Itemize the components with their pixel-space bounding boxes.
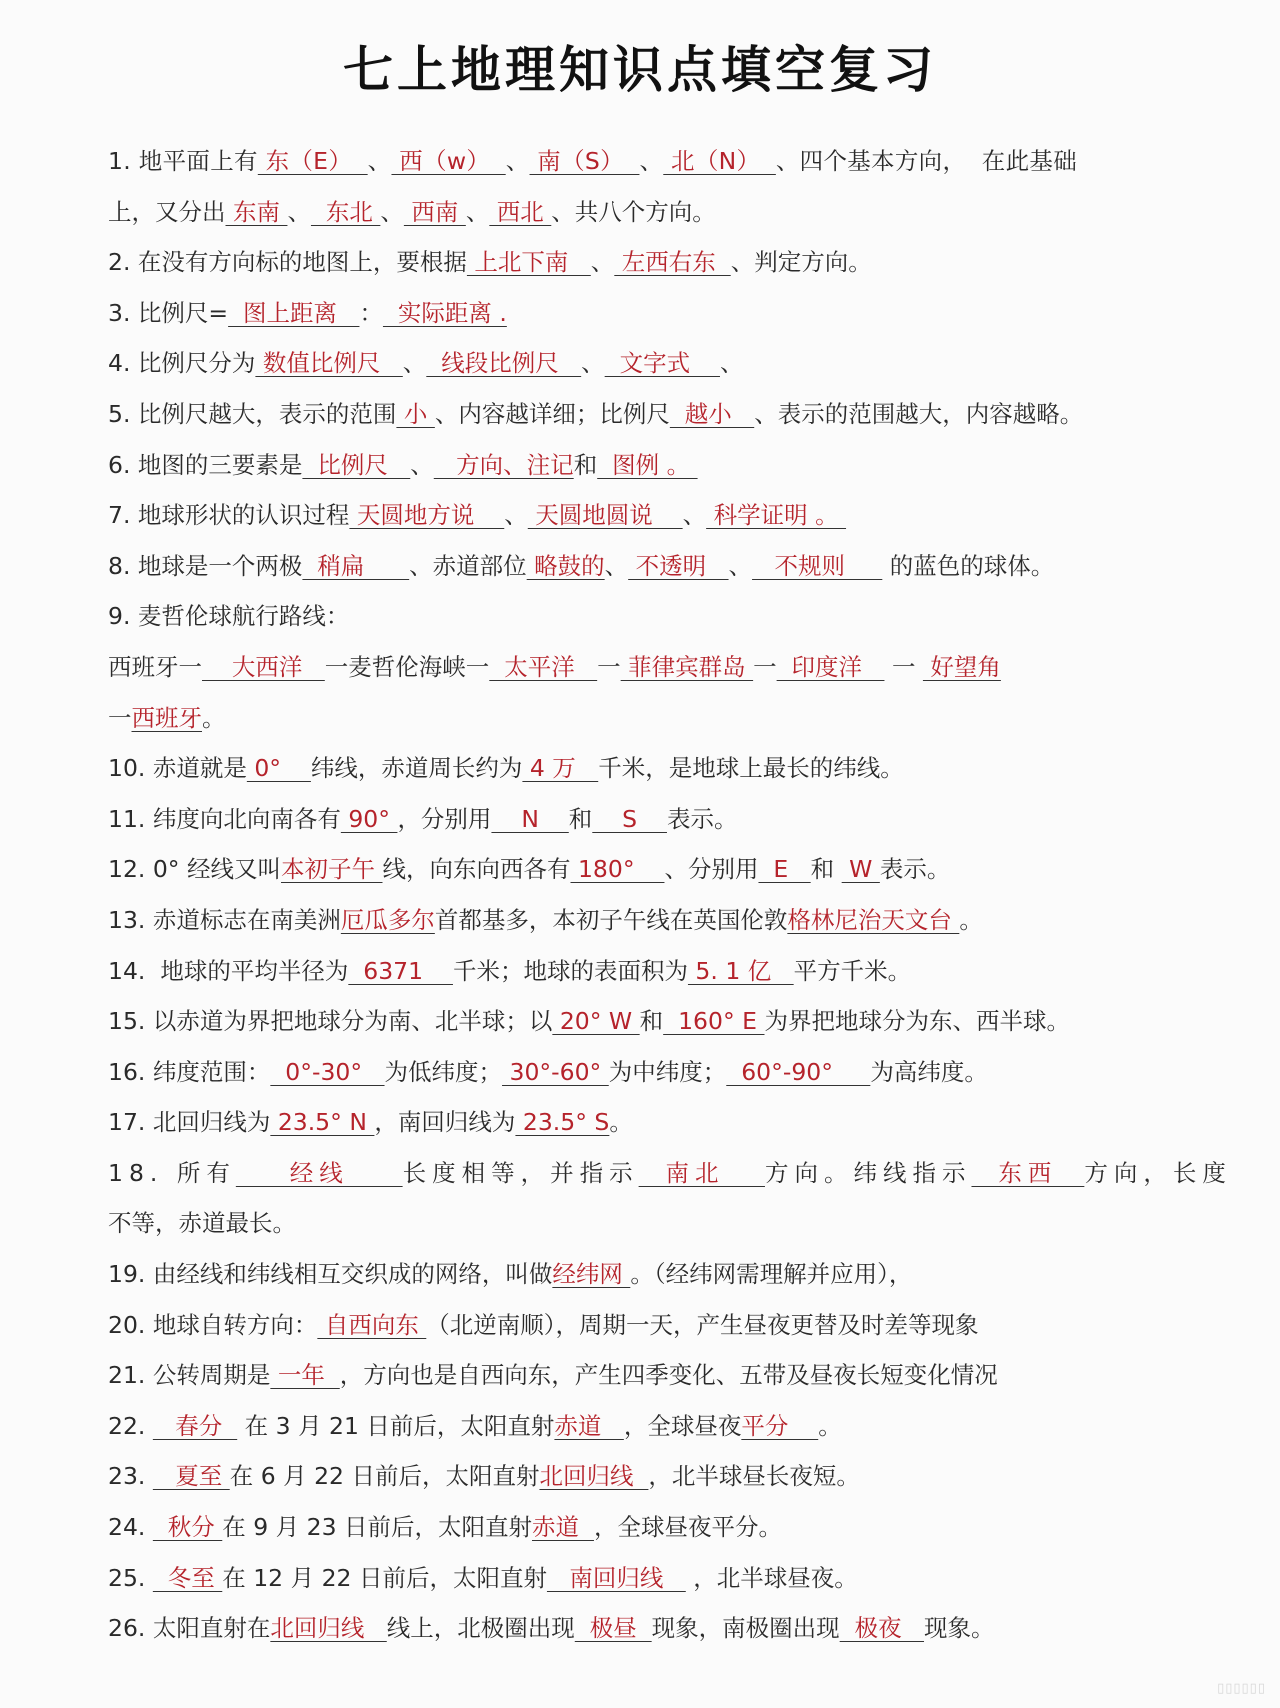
answer-blank: 厄瓜多尔 xyxy=(340,905,435,934)
answer-blank: S xyxy=(592,804,667,833)
answer-blank: 西班牙 xyxy=(131,703,202,732)
page-title: 七上地理知识点填空复习 xyxy=(343,41,937,99)
question-text: 14. 地球的平均半径为 xyxy=(108,956,349,985)
question-text: ，北半球昼长夜短。 xyxy=(648,1462,860,1491)
question-text: 、 xyxy=(590,248,615,277)
worksheet-line xyxy=(108,743,1176,794)
worksheet-line xyxy=(108,1451,1176,1502)
question-text: 的蓝色的球体。 xyxy=(882,551,1055,580)
question-text: 纬线，赤道周长约为 xyxy=(310,754,523,783)
question-text: 21. 公转周期是 xyxy=(108,1361,271,1390)
question-text: 3. 比例尺= xyxy=(108,298,229,327)
answer-blank: 东（E） xyxy=(257,147,368,175)
answer-blank: 经纬网 xyxy=(552,1260,631,1289)
question-text: 、 xyxy=(410,450,434,479)
question-text: 方向。纬线指示 xyxy=(764,1158,972,1187)
question-text: 24. xyxy=(108,1513,153,1542)
answer-blank: 20° W xyxy=(552,1007,640,1036)
worksheet-line xyxy=(108,389,1176,440)
question-text: ，分别用 xyxy=(397,804,492,833)
question-text: 。 xyxy=(959,905,983,934)
answer-blank: 90° xyxy=(340,804,398,833)
worksheet-line xyxy=(108,642,1176,693)
answer-blank: 0° xyxy=(246,754,311,783)
answer-blank: 南回归线 xyxy=(546,1563,686,1592)
answer-blank: 极夜 xyxy=(839,1614,925,1643)
answer-blank: 好望角 xyxy=(922,652,1001,681)
answer-blank: 西南 xyxy=(403,197,466,226)
question-text: 、判定方向。 xyxy=(730,248,872,277)
question-text: 5. 比例尺越大，表示的范围 xyxy=(108,399,397,428)
question-text: 、四个基本方向， 在此基础 xyxy=(775,147,1077,175)
question-text: 8. 地球是一个两极 xyxy=(108,551,303,580)
question-text: 、 xyxy=(682,501,707,530)
answer-blank: 180° xyxy=(570,855,665,884)
question-text: 、内容越详细；比例尺 xyxy=(434,399,670,428)
answer-blank: 略鼓的 xyxy=(526,551,605,580)
worksheet-line xyxy=(108,1401,1176,1452)
answer-blank: 60°-90° xyxy=(726,1057,871,1086)
worksheet-line xyxy=(108,490,1176,541)
answer-blank: 格林尼治天文台 xyxy=(787,905,960,934)
answer-blank: 大西洋 xyxy=(202,652,325,681)
question-text: 17. 北回归线为 xyxy=(108,1108,271,1137)
worksheet-line xyxy=(108,1300,1176,1351)
question-text: 1. 地平面上有 xyxy=(108,147,258,175)
question-text: 12. 0° 经线又叫 xyxy=(108,855,282,884)
question-text: 18. 所有 xyxy=(108,1158,236,1187)
question-text: 23. xyxy=(108,1462,153,1491)
worksheet-line xyxy=(108,1502,1176,1553)
worksheet-line xyxy=(108,844,1176,895)
answer-blank: 30°-60° xyxy=(502,1057,609,1086)
answer-blank: 数值比例尺 xyxy=(255,349,403,378)
question-text: ，南回归线为 xyxy=(374,1108,516,1137)
answer-blank: E xyxy=(758,855,811,884)
answer-blank: 东南 xyxy=(225,197,288,226)
question-text: 表示。 xyxy=(879,855,951,884)
question-text: 方向，长度 xyxy=(1084,1158,1232,1187)
watermark: ▯▯▯▯▯▯ xyxy=(1217,1681,1266,1696)
question-text: 7. 地球形状的认识过程 xyxy=(108,501,350,530)
question-text: 、 xyxy=(380,197,404,226)
question-text: ，全球昼夜 xyxy=(623,1411,742,1440)
question-text: 10. 赤道就是 xyxy=(108,754,247,783)
answer-blank: 线段比例尺 xyxy=(426,349,582,378)
question-text: 22. xyxy=(108,1411,153,1440)
answer-blank: 本初子午 xyxy=(281,855,383,884)
question-text: 、 xyxy=(504,501,528,530)
question-text: 。 xyxy=(609,1108,633,1137)
question-text: 为中纬度； xyxy=(608,1057,727,1086)
answer-blank: 自西向东 xyxy=(317,1310,427,1339)
worksheet-line xyxy=(108,1553,1176,1604)
worksheet-line xyxy=(108,1603,1176,1654)
answer-blank: 春分 xyxy=(152,1411,238,1440)
question-text: 、 xyxy=(639,147,664,175)
question-text: 、 xyxy=(719,349,744,378)
answer-blank: 极昼 xyxy=(574,1614,652,1643)
question-text: 西班牙一 xyxy=(108,652,202,681)
worksheet-line xyxy=(108,1198,1176,1249)
answer-blank: 5. 1 亿 xyxy=(687,956,794,985)
answer-blank: 不透明 xyxy=(628,551,729,580)
question-text: 20. 地球自转方向： xyxy=(108,1310,318,1339)
question-text: 2. 在没有方向标的地图上，要根据 xyxy=(108,248,467,277)
answer-blank: 左西右东 xyxy=(614,248,731,277)
worksheet-line xyxy=(108,541,1176,592)
question-text: 在 9 月 23 日前后，太阳直射 xyxy=(222,1513,532,1542)
question-text: 、分别用 xyxy=(664,855,759,884)
question-text: 表示。 xyxy=(666,804,738,833)
answer-blank: 冬至 xyxy=(152,1563,223,1592)
answer-blank: 北回归线 xyxy=(270,1614,387,1643)
question-text: 15. 以赤道为界把地球分为南、北半球；以 xyxy=(108,1007,553,1036)
question-text: 。 xyxy=(202,703,226,732)
question-text: 和 xyxy=(568,804,593,833)
answer-blank: 秋分 xyxy=(152,1513,223,1542)
answer-blank: 160° E xyxy=(663,1007,765,1036)
answer-blank: 4 万 xyxy=(522,754,599,783)
answer-blank: 东北 xyxy=(310,197,381,226)
worksheet-line xyxy=(108,1249,1176,1300)
question-text: 4. 比例尺分为 xyxy=(108,349,256,378)
answer-blank: 稍扁 xyxy=(302,551,410,580)
answer-blank: 经线 xyxy=(235,1158,403,1187)
question-text: 6. 地图的三要素是 xyxy=(108,450,303,479)
answer-blank: W xyxy=(841,855,880,884)
answer-blank: 菲律宾群岛 xyxy=(620,652,754,681)
answer-blank: 北（N） xyxy=(663,147,776,175)
answer-blank: 平分 xyxy=(741,1411,819,1440)
question-text: 和 xyxy=(810,855,842,884)
answer-blank: 南北 xyxy=(638,1158,765,1187)
answer-blank: N xyxy=(491,804,569,833)
question-text: 千米；地球的表面积为 xyxy=(452,956,688,985)
question-text: 13. 赤道标志在南美洲 xyxy=(108,905,341,934)
answer-blank: 图上距离 xyxy=(228,298,360,327)
question-text: 线，向东向西各有 xyxy=(382,855,571,884)
question-text: （北逆南顺），周期一天，产生昼夜更替及时差等现象 xyxy=(426,1310,979,1339)
answer-blank: 23.5° N xyxy=(270,1108,375,1137)
question-text: 19. 由经线和纬线相互交织成的网络，叫做 xyxy=(108,1260,553,1289)
question-text: 和 xyxy=(573,450,598,479)
question-text: 在 12 月 22 日前后，太阳直射 xyxy=(222,1563,547,1592)
question-text: 一 xyxy=(753,652,777,681)
worksheet-line xyxy=(108,996,1176,1047)
worksheet-line xyxy=(108,237,1176,288)
question-text: 、 xyxy=(287,197,311,226)
question-text: 一麦哲伦海峡一 xyxy=(324,652,490,681)
answer-blank: 赤道 xyxy=(532,1513,594,1542)
answer-blank: 南（S） xyxy=(529,147,640,175)
question-text: 为高纬度。 xyxy=(870,1057,988,1086)
worksheet-line xyxy=(108,1148,1232,1199)
question-text: 、 xyxy=(367,147,392,175)
question-text: 、 xyxy=(402,349,427,378)
answer-blank: 西（w） xyxy=(391,147,506,175)
question-text: 25. xyxy=(108,1563,153,1592)
answer-blank: 23.5° S xyxy=(515,1108,610,1137)
question-text: 首都基多，本初子午线在英国伦敦 xyxy=(434,905,788,934)
question-text: 现象，南极圈出现 xyxy=(651,1614,840,1643)
question-text: 现象。 xyxy=(924,1614,995,1643)
worksheet-line xyxy=(108,1097,1176,1148)
question-text: 线上，北极圈出现 xyxy=(386,1614,575,1643)
question-text: 9. 麦哲伦球航行路线： xyxy=(108,602,350,631)
answer-blank: 西北 xyxy=(489,197,552,226)
answer-blank: 越小 xyxy=(669,399,755,428)
question-text: 为低纬度； xyxy=(384,1057,503,1086)
question-text: 、 xyxy=(505,147,530,175)
answer-blank: 比例尺 xyxy=(302,450,411,479)
worksheet-line xyxy=(108,895,1176,946)
question-text: 11. 纬度向北向南各有 xyxy=(108,804,341,833)
question-text: 一 xyxy=(884,652,923,681)
question-text: 一 xyxy=(108,703,132,732)
worksheet-line xyxy=(108,187,1176,238)
answer-blank: 不规则 xyxy=(752,551,883,580)
answer-blank: 小 xyxy=(396,399,435,428)
worksheet-line xyxy=(108,946,1176,997)
question-text: 16. 纬度范围： xyxy=(108,1057,271,1086)
worksheet-line xyxy=(108,693,1176,744)
question-text: ，方向也是自西向东，产生四季变化、五带及昼夜长短变化情况 xyxy=(339,1361,998,1390)
question-text: 、 xyxy=(604,551,629,580)
worksheet-line xyxy=(108,338,1176,389)
question-text: 、共八个方向。 xyxy=(551,197,716,226)
answer-blank: 夏至 xyxy=(152,1462,230,1491)
answer-blank: 上北下南 xyxy=(466,248,591,277)
answer-blank: 天圆地圆说 xyxy=(527,501,683,530)
question-text: 在 3 月 21 日前后，太阳直射 xyxy=(237,1411,555,1440)
question-text: 。（经纬网需理解并应用）， xyxy=(630,1260,913,1289)
worksheet-line xyxy=(108,1047,1176,1098)
answer-blank: 科学证明 。 xyxy=(706,501,847,530)
question-text: 一 xyxy=(597,652,621,681)
worksheet-line xyxy=(108,136,1176,187)
answer-blank: 文字式 xyxy=(604,349,720,378)
question-text: 、 xyxy=(728,551,753,580)
answer-blank: 一年 xyxy=(270,1361,340,1390)
answer-blank: 赤道 xyxy=(554,1411,624,1440)
question-text: 长度相等，并指示 xyxy=(402,1158,639,1187)
worksheet-line xyxy=(108,1350,1176,1401)
answer-blank: 印度洋 xyxy=(776,652,885,681)
answer-blank: 图例 。 xyxy=(597,450,698,479)
question-text: ： xyxy=(359,298,383,327)
question-text: 和 xyxy=(639,1007,664,1036)
question-text: 、表示的范围越大，内容越略。 xyxy=(754,399,1084,428)
worksheet-line xyxy=(108,440,1176,491)
question-text: 平方千米。 xyxy=(793,956,912,985)
question-text: 、 xyxy=(581,349,605,378)
question-text: 不等，赤道最长。 xyxy=(108,1209,296,1238)
answer-blank: 太平洋 xyxy=(489,652,598,681)
worksheet-line xyxy=(108,591,1176,642)
question-text: ，北半球昼夜。 xyxy=(685,1563,858,1592)
question-text: 、 xyxy=(465,197,490,226)
question-text: 千米，是地球上最长的纬线。 xyxy=(598,754,904,783)
answer-blank: 天圆地方说 xyxy=(349,501,505,530)
answer-blank: 0°-30° xyxy=(270,1057,385,1086)
question-text: ，全球昼夜平分。 xyxy=(593,1513,782,1542)
question-text: 。 xyxy=(818,1411,842,1440)
answer-blank: 方向、注记 xyxy=(433,450,574,479)
worksheet-line xyxy=(108,794,1176,845)
worksheet-body xyxy=(108,136,1232,1654)
answer-blank: 6371 xyxy=(348,956,453,985)
question-text: 在 6 月 22 日前后，太阳直射 xyxy=(229,1462,540,1491)
question-text: 、赤道部位 xyxy=(409,551,527,580)
worksheet-line xyxy=(108,288,1176,339)
answer-blank: 东西 xyxy=(971,1158,1085,1187)
question-text: 为界把地球分为东、西半球。 xyxy=(764,1007,1070,1036)
question-text: 上，又分出 xyxy=(108,197,226,226)
question-text: 26. 太阳直射在 xyxy=(108,1614,271,1643)
answer-blank: 北回归线 xyxy=(539,1462,649,1491)
answer-blank: 实际距离 . xyxy=(382,298,507,327)
